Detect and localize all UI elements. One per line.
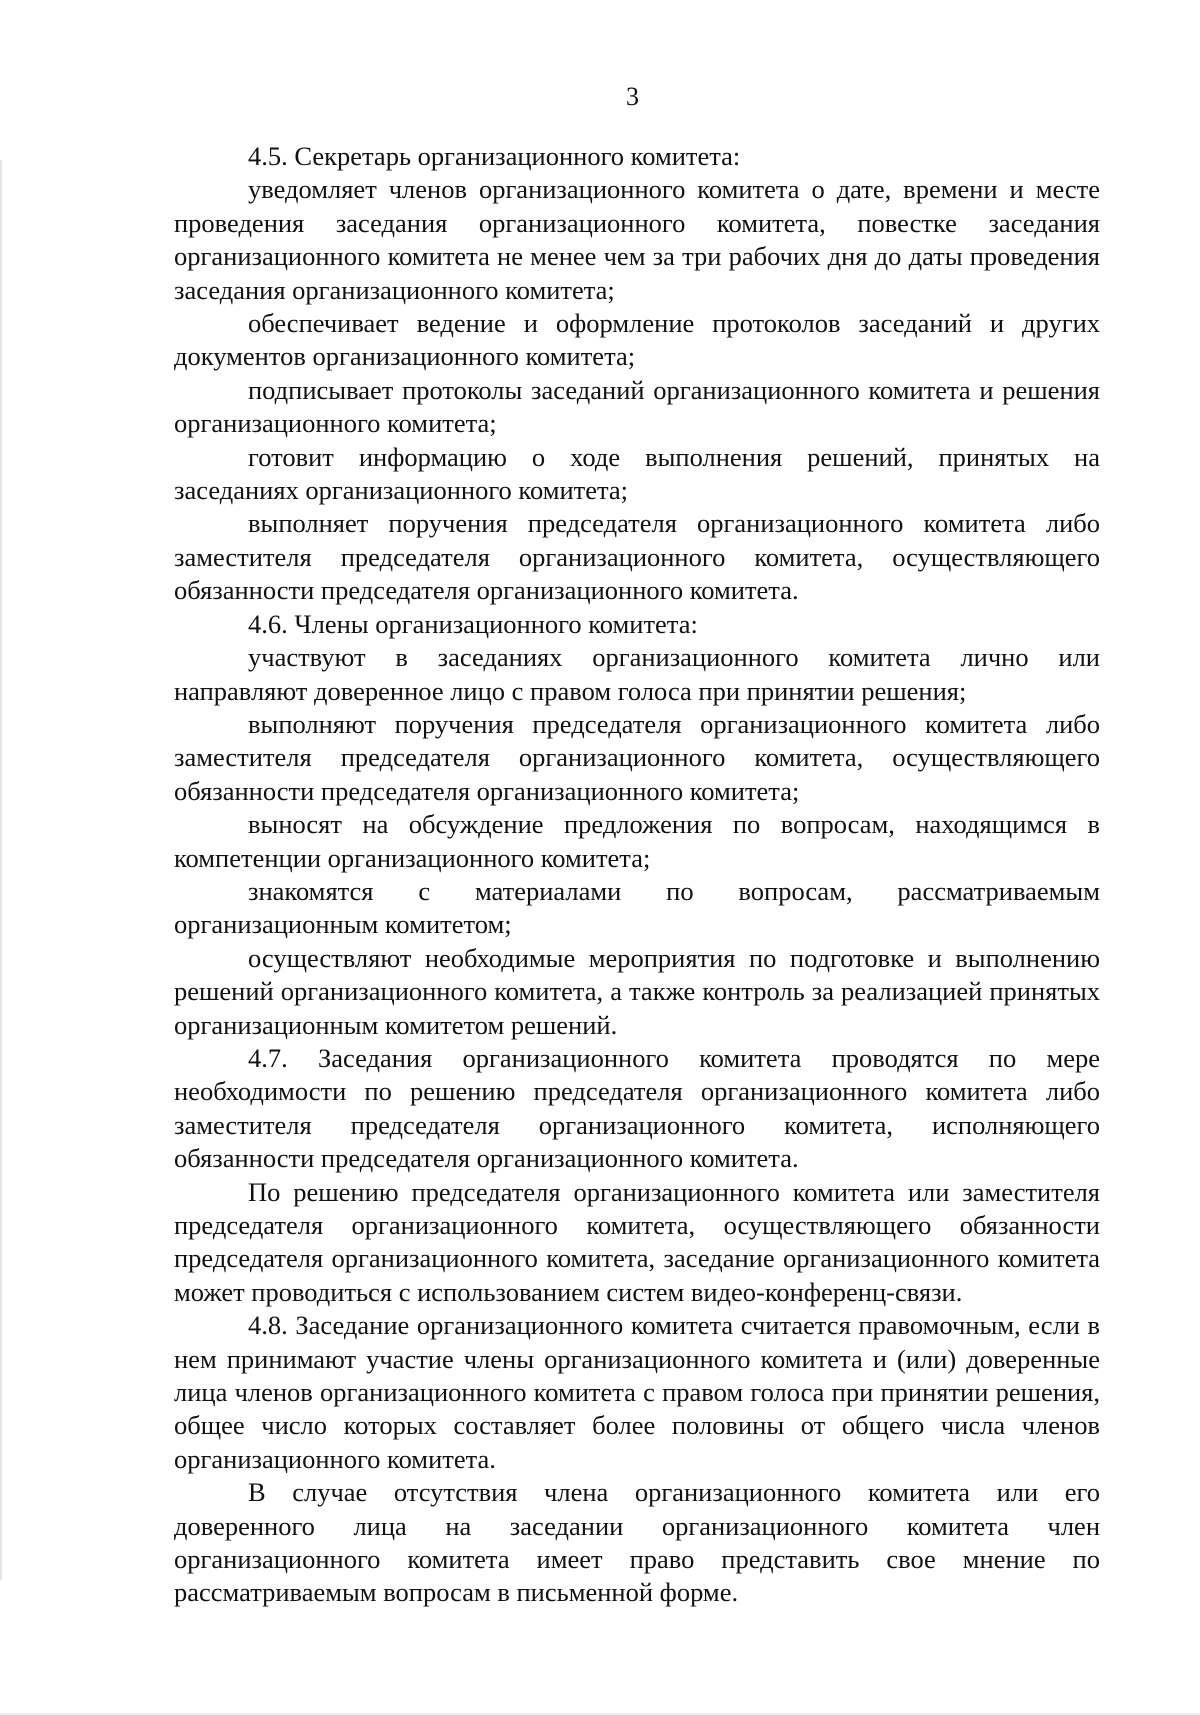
page-number: 3 [626,82,639,111]
list-item-materials: знакомятся с материалами по вопросам, рассматриваемым организационным комитетом; [174,875,1100,940]
list-item-participate: участвуют в заседаниях организационного комитета лично или направляют доверенное лицо с правом голоса при принятии решения; [174,642,1100,706]
list-item-notify-members: уведомляет членов организационного комитета о дате, времени и месте проведения заседания организационного комитета, повестке заседания организационного комитета не менее чем за три рабочих дня до даты проведения заседания организационного комитета; [174,174,1100,305]
video-conference-paragraph: По решению председателя организационного комитета или заместителя председателя организационного комитета, осуществляющего обязанности председателя организационного комитета, заседание организационного комитета может проводиться с использованием систем видео-конференц-связи. [174,1176,1100,1307]
list-item-progress-info: готовит информацию о ходе выполнения решений, принятых на заседаниях организационного комитета; [174,441,1100,506]
list-item-protocols: обеспечивает ведение и оформление протоколов заседаний и других документов организационного комитета; [174,308,1100,372]
section-4-7-paragraph: 4.7. Заседания организационного комитета проводятся по мере необходимости по решению председателя организационного комитета либо заместителя председателя организационного комитета, исполняющего обязанности председателя организационного комитета. [174,1042,1100,1174]
absence-paragraph: В случае отсутствия члена организационного комитета или его доверенного лица на заседании организационного комитета член организационного комитета имеет право представить свое мнение по рассматриваемым вопросам в письменной форме. [174,1477,1100,1608]
list-item-proposals: выносят на обсуждение предложения по вопросам, находящимся в компетенции организационного комитета; [174,809,1100,873]
scan-edge-line [0,160,2,1580]
section-4-6-heading: 4.6. Члены организационного комитета: [248,608,698,639]
list-item-fulfil-instructions: выполняют поручения председателя организационного комитета либо заместителя председателя организационного комитета, осуществляющего обязанности председателя организационного комитета; [174,708,1100,806]
list-item-measures: осуществляют необходимые мероприятия по подготовке и выполнению решений организационного комитета, а также контроль за реализацией принятых организационным комитетом решений. [174,942,1100,1040]
list-item-chair-instructions: выполняет поручения председателя организационного комитета либо заместителя председателя организационного комитета, осуществляющего обязанности председателя организационного комитета. [174,508,1100,606]
section-4-8-paragraph: 4.8. Заседание организационного комитета считается правомочным, если в нем принимают участие члены организационного комитета и (или) доверенные лица членов организационного комитета с правом голоса при принятии решения, общее число которых составляет более половины от общего числа членов организационного комитета. [174,1310,1100,1474]
document-body [174,140,1100,1610]
list-item-sign-protocols: подписывает протоколы заседаний организационного комитета и решения организационного комитета; [174,374,1100,439]
section-4-5-heading: 4.5. Секретарь организационного комитета: [248,141,741,171]
